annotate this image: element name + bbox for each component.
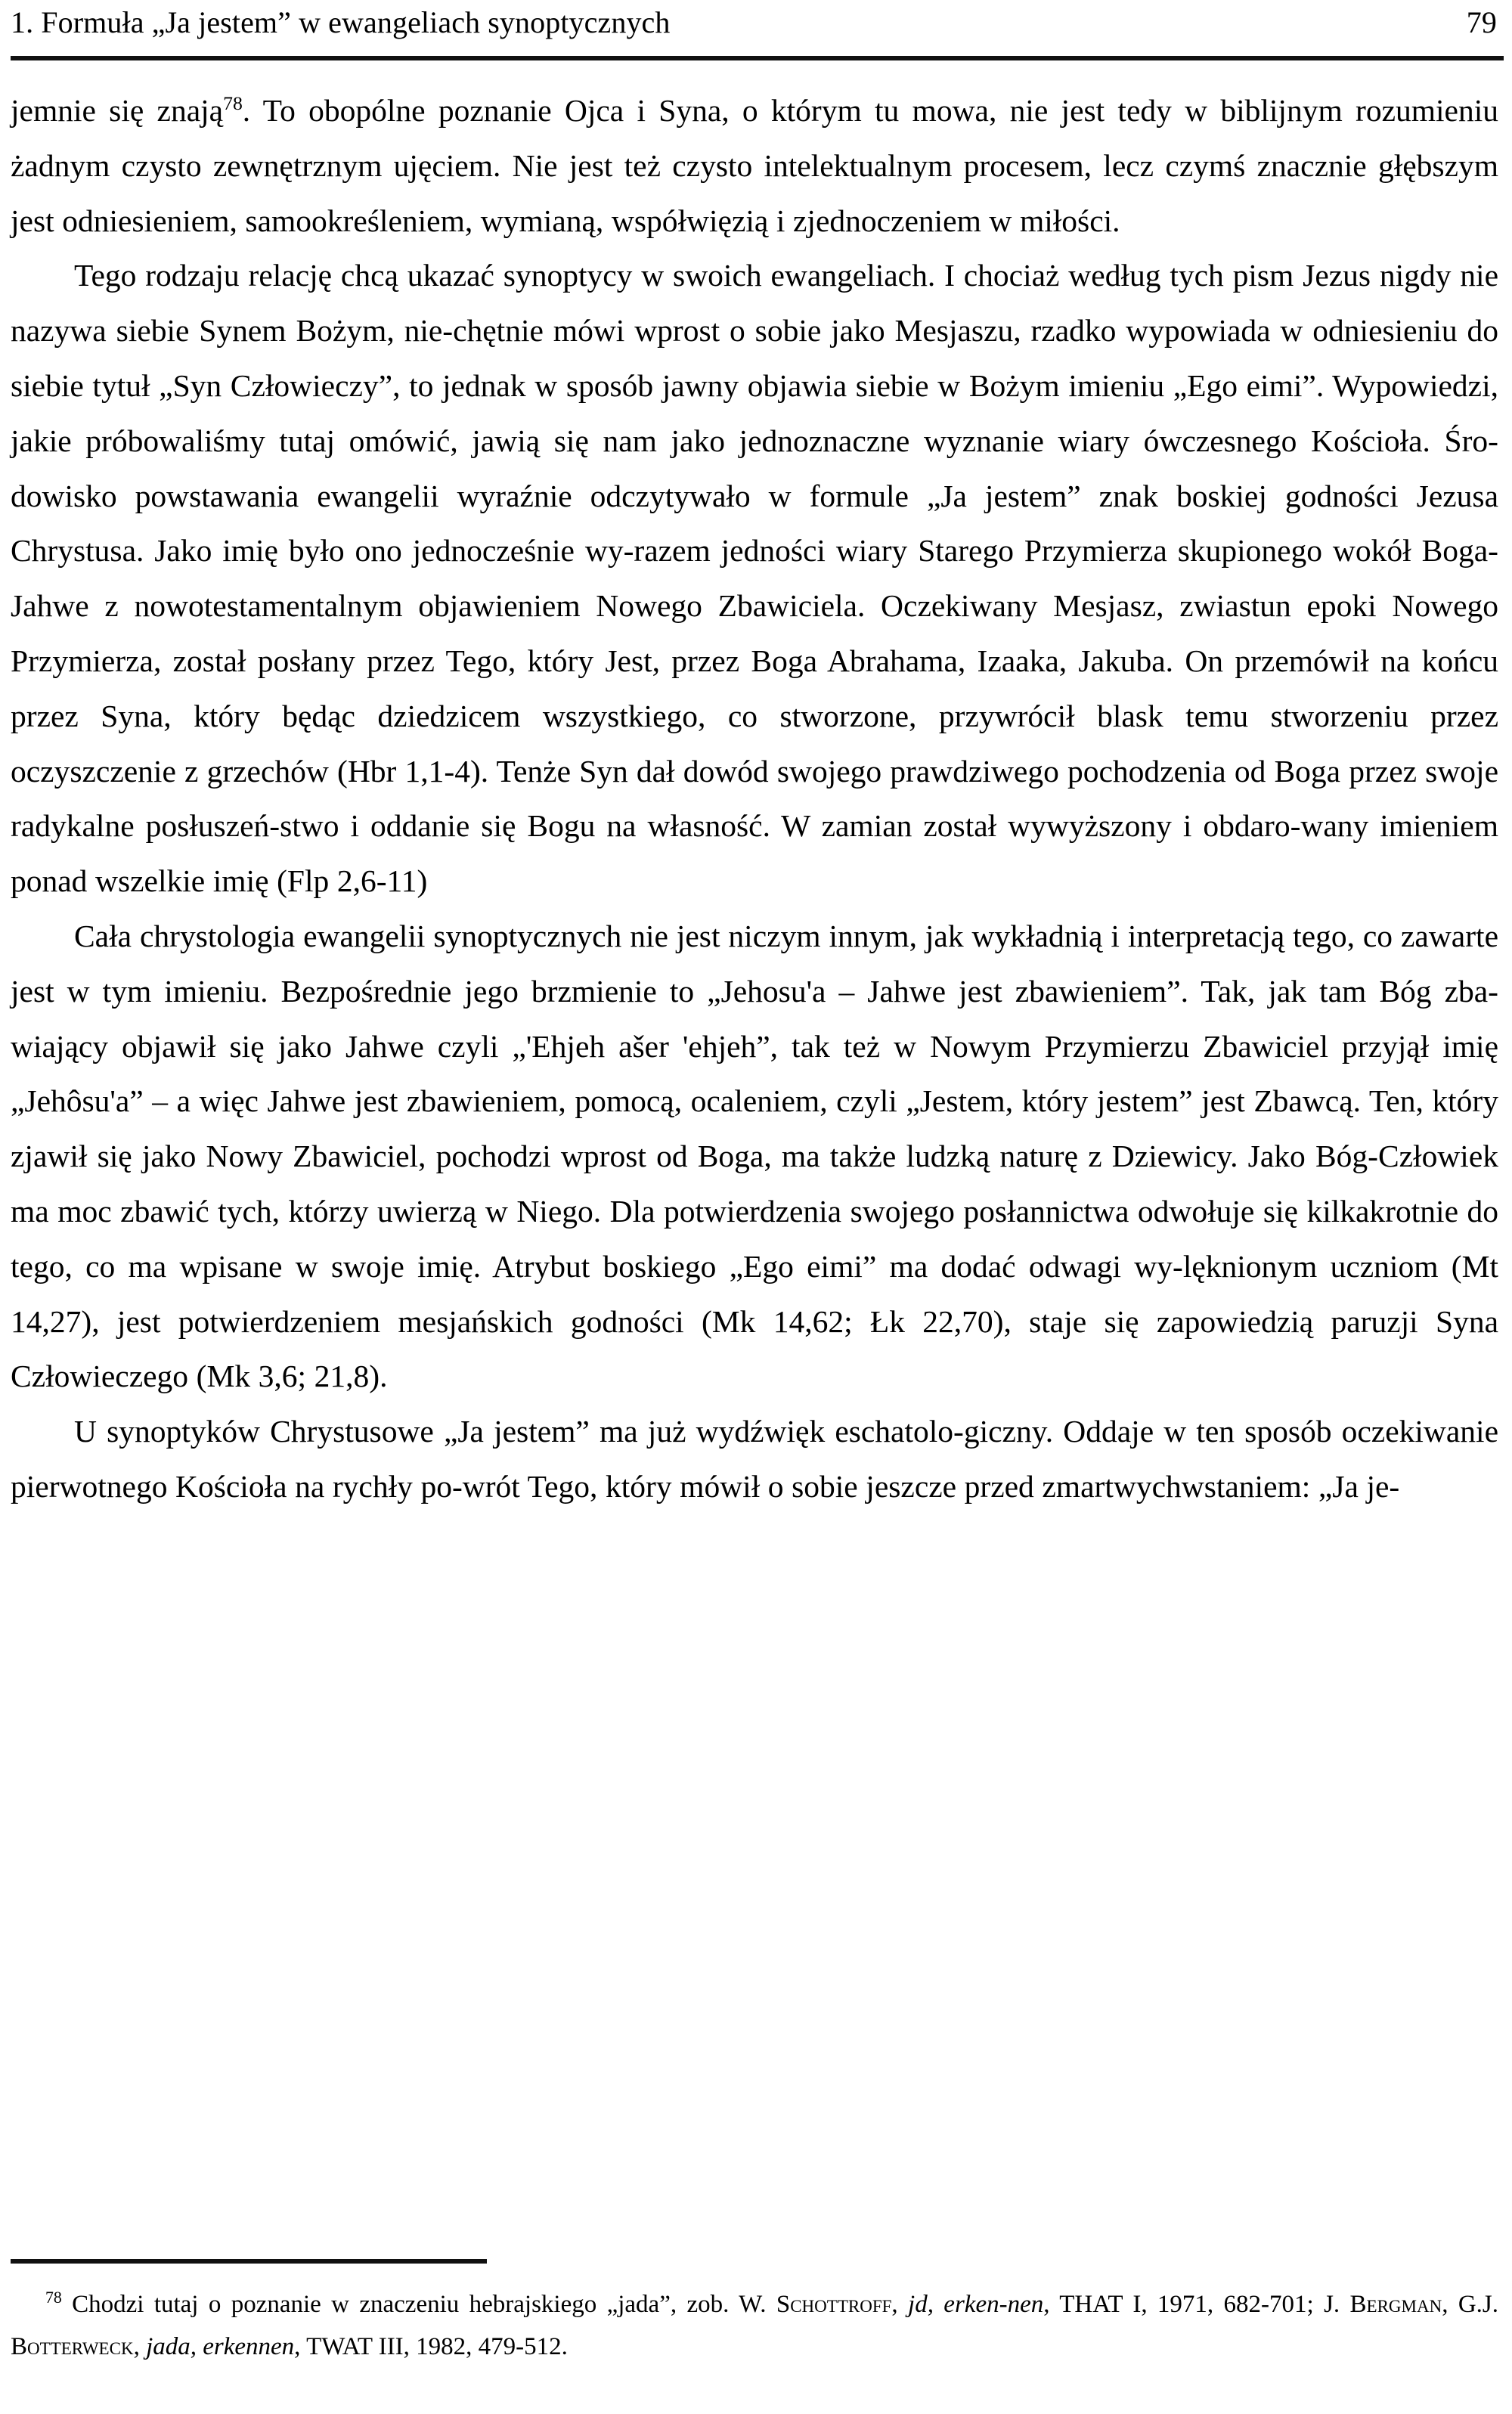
footnote-text-3: , THAT I, 1971, 682-701; J. xyxy=(1043,2291,1350,2318)
footnote-author-bergman: Bergman xyxy=(1349,2291,1442,2318)
footnote-text-2: , xyxy=(891,2291,909,2318)
footnote-text-6: , TWAT III, 1982, 479-512. xyxy=(294,2333,568,2360)
footnote-separator-rule xyxy=(11,2259,487,2264)
paragraph-4: U synoptyków Chrystusowe „Ja jestem” ma już wydźwięk eschatolo-giczny. Oddaje w ten sposób oczekiwanie pierwotnego Kościoła na rychły po-wrót Tego, który mówił o sobie jeszcze przed zmartwychwstaniem: „Ja je- xyxy=(11,1414,1498,1504)
footnote-text-4: , G.J. xyxy=(1442,2291,1499,2318)
footnote-author-schottroff: Schottroff xyxy=(776,2291,892,2318)
footnote-title-jd-erkennen: jd, erken-nen xyxy=(908,2291,1044,2318)
page-header xyxy=(11,6,1501,71)
footnote-text-5: , xyxy=(133,2333,147,2360)
paragraph-2: Tego rodzaju relację chcą ukazać synoptycy w swoich ewangeliach. I chociaż według tych pism Jezus nigdy nie nazywa siebie Synem Bożym, nie-chętnie mówi wprost o sobie jako Mesjaszu, rzadko wypowiada w odniesieniu do siebie tytuł „Syn Człowieczy”, to jednak w sposób jawny objawia siebie w Bożym imieniu „Ego eimi”. Wypowiedzi, jakie próbowaliśmy tutaj omówić, jawią się nam jako jednoznaczne wyznanie wiary ówczesnego Kościoła. Śro-dowisko powstawania ewangelii wyraźnie odczytywało w formule „Ja jestem” znak boskiej godności Jezusa Chrystusa. Jako imię było ono jednocześnie wy-razem jedności wiary Starego Przymierza skupionego wokół Boga-Jahwe z nowotestamentalnym objawieniem Nowego Zbawiciela. Oczekiwany Mesjasz, zwiastun epoki Nowego Przymierza, został posłany przez Tego, który Jest, przez Boga Abrahama, Izaaka, Jakuba. On przemówił na końcu przez Syna, który będąc dziedzicem wszystkiego, co stworzone, przywrócił blask temu stworzeniu przez oczyszczenie z grzechów (Hbr 1,1-4). Tenże Syn dał dowód swojego prawdziwego pochodzenia od Boga przez swoje radykalne posłuszeń-stwo i oddanie się Bogu na własność. W zamian został wywyższony i obdaro-wany imieniem ponad wszelkie imię (Flp 2,6-11) xyxy=(11,258,1498,899)
body-text-column xyxy=(11,83,1498,1514)
footnote-reference-78: 78 xyxy=(223,92,243,115)
page-number: 79 xyxy=(1466,5,1497,39)
footnote-author-botterweck: Botterweck xyxy=(11,2333,134,2360)
paragraph-1-lead-text: jemnie się znają xyxy=(11,93,224,128)
header-row xyxy=(11,6,1501,39)
paragraph-continued xyxy=(11,83,1498,248)
paragraph-1-rest-text: . To obopólne poznanie Ojca i Syna, o którym tu mowa, nie jest tedy w biblijnym rozumieniu żadnym czysto zewnętrznym ujęciem. Nie jest też czysto intelektualnym procesem, lecz czymś znacznie głębszym jest odniesieniem, samookreśleniem, wymianą, współwięzią i zjednoczeniem w miłości. xyxy=(11,93,1498,238)
running-head-title: 1. Formuła „Ja jestem” w ewangeliach synoptycznych xyxy=(11,5,671,39)
header-divider-rule xyxy=(11,56,1504,60)
footnote-number: 78 xyxy=(45,2288,62,2307)
paragraph-3: Cała chrystologia ewangelii synoptycznych nie jest niczym innym, jak wykładnią i interpretacją tego, co zawarte jest w tym imieniu. Bezpośrednie jego brzmienie to „Jehosu'a – Jahwe jest zbawieniem”. Tak, jak tam Bóg zba-wiający objawił się jako Jahwe czyli „'Ehjeh ašer 'ehjeh”, tak też w Nowym Przymierzu Zbawiciel przyjął imię „Jehôsu'a” – a więc Jahwe jest zbawieniem, pomocą, ocaleniem, czyli „Jestem, który jestem” jest Zbawcą. Ten, który zjawił się jako Nowy Zbawiciel, pochodzi wprost od Boga, ma także ludzką naturę z Dziewicy. Jako Bóg-Człowiek ma moc zbawić tych, którzy uwierzą w Niego. Dla potwierdzenia swojego posłannictwa odwołuje się kilkakrotnie do tego, co ma wpisane w swoje imię. Atrybut boskiego „Ego eimi” ma dodać odwagi wy-lęknionym uczniom (Mt 14,27), jest potwierdzeniem mesjańskich godności (Mk 14,62; Łk 22,70), staje się zapowiedzią paruzji Syna Człowieczego (Mk 3,6; 21,8). xyxy=(11,918,1498,1394)
footnote-78 xyxy=(11,2283,1498,2368)
footnote-text-1: Chodzi tutaj o poznanie w znaczeniu hebrajskiego „jada”, zob. W. xyxy=(61,2291,776,2318)
footnote-title-jada-erkennen: jada, erkennen xyxy=(146,2333,295,2360)
footnote-area xyxy=(11,2259,1498,2368)
